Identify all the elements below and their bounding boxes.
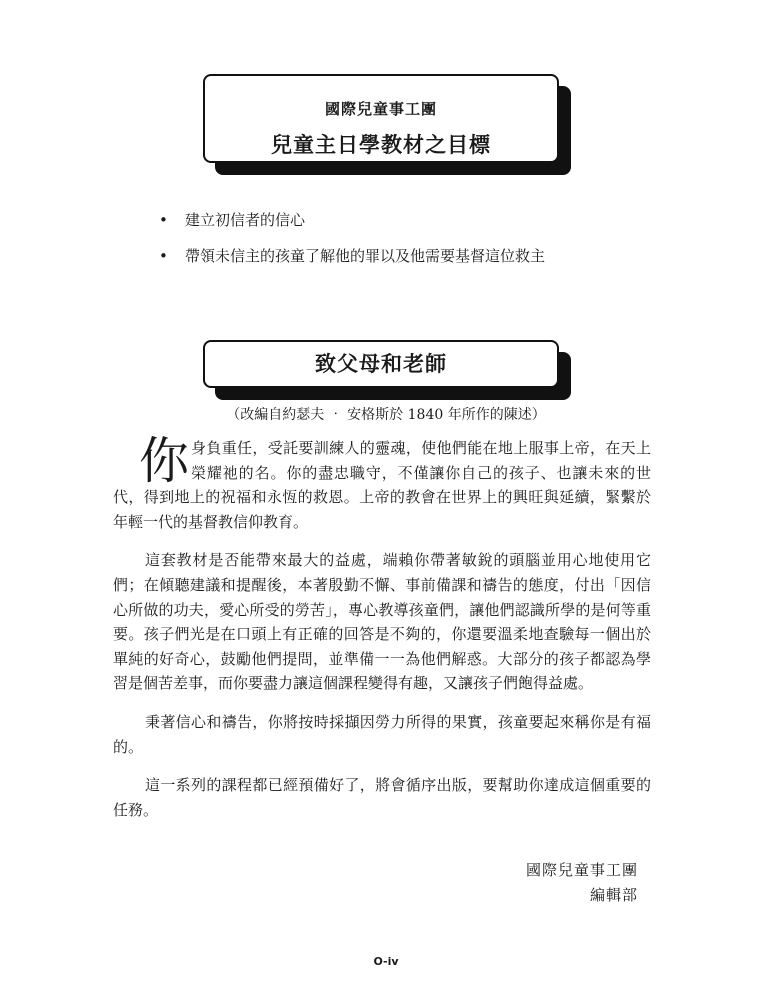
signature-dept: 編輯部	[589, 886, 638, 904]
paragraph	[113, 432, 651, 534]
signature	[526, 858, 638, 908]
paragraph: 秉著信心和禱告，你將按時採擷因勞力所得的果實，孩童要起來稱你是有福的。	[113, 712, 651, 756]
paragraph-text: 身負重任，受託要訓練人的靈魂，使他們能在地上服事上帝，在天上榮耀祂的名。你的盡忠職守，不僅讓你自己的孩子、也讓未來的世代，得到地上的祝福和永恆的救恩。上帝的教會在世界上的興旺與延續，緊繫於年輕一代的基督教信仰教育。	[113, 439, 651, 531]
header-org: 國際兒童事工團	[324, 100, 437, 118]
bullet-icon: •	[159, 247, 168, 265]
signature-org: 國際兒童事工團	[525, 861, 638, 879]
drop-cap: 你	[139, 432, 189, 490]
header-box	[203, 74, 559, 163]
page-number: O-iv	[373, 955, 399, 968]
body-text	[113, 432, 651, 836]
section-title: 致父母和老師	[315, 352, 447, 376]
goal-text: 建立初信者的信心	[185, 211, 306, 229]
goal-text: 帶領未信主的孩童了解他的罪以及他需要基督這位救主	[185, 247, 546, 265]
list-item	[0, 210, 772, 246]
goals-list	[0, 210, 772, 282]
section-box	[203, 340, 559, 388]
header-title: 兒童主日學教材之目標	[271, 133, 491, 157]
paragraph: 這一系列的課程都已經預備好了，將會循序出版，要幫助你達成這個重要的任務。	[113, 776, 651, 819]
section-subtitle: （改編自約瑟夫 ‧ 安格斯於 1840 年所作的陳述）	[226, 407, 546, 423]
bullet-icon: •	[159, 211, 168, 229]
list-item	[0, 246, 772, 282]
paragraph: 這套教材是否能帶來最大的益處，端賴你帶著敏銳的頭腦並用心地使用它們；在傾聽建議和提醒後，本著殷勤不懈、事前備課和禱告的態度，付出「因信心所做的功夫，愛心所受的勞苦」，專心教導孩童們，讓他們認識所學的是何等重要。孩子們光是在口頭上有正確的回答是不夠的，你還要溫柔地查驗每一個出於單純的好奇心，鼓勵他們提問，並準備一一為他們解惑。大部分的孩子都認為學習是個苦差事，而你要盡力讓這個課程變得有趣，又讓孩子們飽得益處。	[113, 551, 651, 693]
